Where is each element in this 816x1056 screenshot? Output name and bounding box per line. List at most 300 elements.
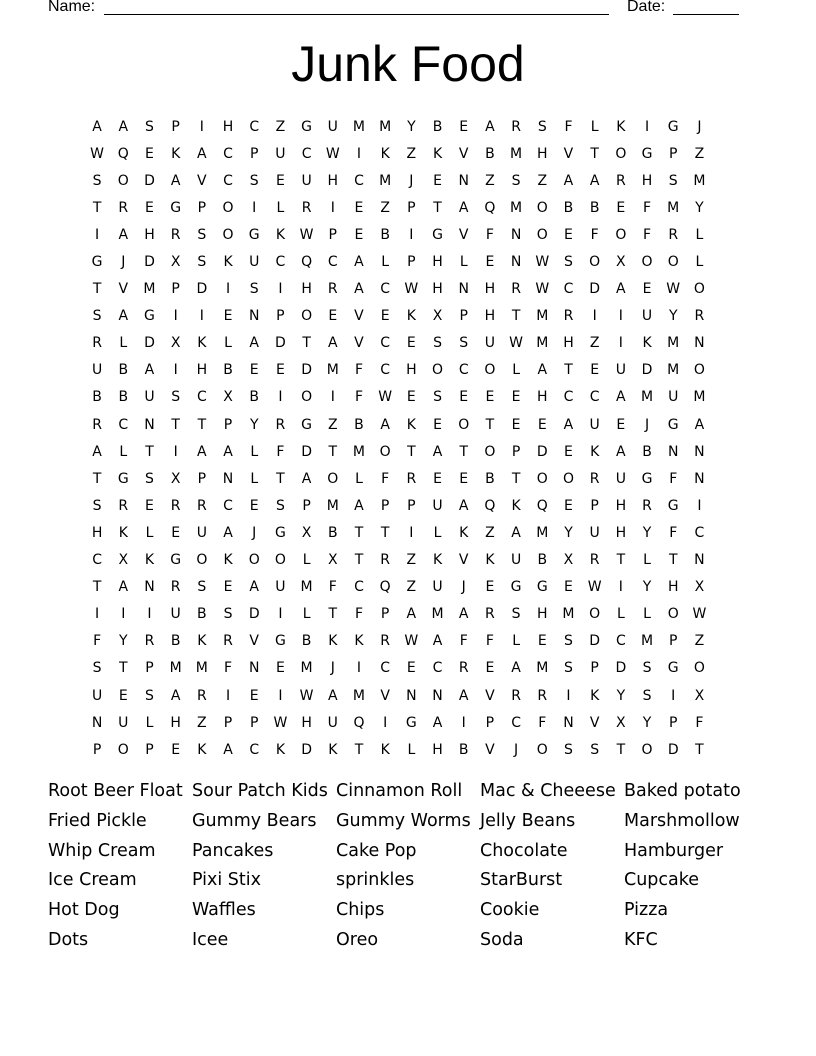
grid-letter[interactable]: U [589, 524, 600, 541]
grid-letter[interactable]: K [275, 741, 285, 758]
grid-letter[interactable]: V [589, 714, 600, 731]
grid-letter[interactable]: F [354, 606, 363, 623]
grid-letter[interactable]: Z [406, 145, 417, 162]
grid-letter[interactable]: S [459, 335, 469, 352]
grid-letter[interactable]: Y [407, 118, 416, 135]
grid-letter[interactable]: F [93, 633, 102, 650]
grid-letter[interactable]: F [328, 579, 337, 596]
grid-letter[interactable]: O [693, 281, 705, 298]
grid-letter[interactable]: O [667, 606, 679, 623]
grid-letter[interactable]: K [432, 145, 443, 162]
grid-letter[interactable]: Z [694, 633, 705, 650]
grid-letter[interactable]: R [589, 470, 600, 487]
grid-letter[interactable]: X [170, 470, 181, 487]
grid-letter[interactable]: K [328, 633, 338, 650]
grid-letter[interactable]: I [330, 199, 335, 216]
grid-letter[interactable]: Y [642, 714, 652, 731]
grid-letter[interactable]: S [433, 389, 442, 406]
grid-letter[interactable]: R [668, 226, 679, 243]
grid-letter[interactable]: T [511, 470, 521, 487]
grid-letter[interactable]: E [642, 281, 652, 298]
grid-letter[interactable]: Q [353, 714, 365, 731]
grid-letter[interactable]: P [590, 660, 599, 677]
grid-letter[interactable]: W [325, 145, 340, 162]
grid-letter[interactable]: D [301, 443, 312, 460]
grid-letter[interactable]: V [458, 552, 469, 569]
grid-letter[interactable]: K [406, 308, 416, 325]
grid-letter[interactable]: S [564, 660, 573, 677]
grid-letter[interactable]: H [91, 524, 103, 541]
grid-letter[interactable]: E [275, 660, 285, 677]
grid-letter[interactable]: E [275, 362, 285, 379]
grid-letter[interactable]: Z [694, 145, 705, 162]
grid-letter[interactable]: S [564, 633, 573, 650]
grid-letter[interactable]: P [485, 714, 495, 731]
grid-letter[interactable]: E [616, 199, 626, 216]
grid-letter[interactable]: I [225, 687, 231, 704]
grid-letter[interactable]: E [249, 687, 259, 704]
grid-letter[interactable]: F [276, 443, 285, 460]
grid-letter[interactable]: I [95, 226, 100, 243]
grid-letter[interactable]: H [301, 281, 312, 298]
grid-letter[interactable]: J [461, 579, 466, 596]
grid-letter[interactable]: D [301, 741, 312, 758]
grid-letter[interactable]: E [406, 335, 416, 352]
grid-letter[interactable]: H [641, 172, 653, 189]
grid-letter[interactable]: G [117, 470, 129, 487]
grid-letter[interactable]: H [615, 497, 627, 514]
grid-letter[interactable]: M [379, 118, 392, 135]
grid-letter[interactable]: C [354, 172, 364, 189]
grid-letter[interactable]: E [171, 524, 181, 541]
grid-letter[interactable]: K [459, 524, 469, 541]
grid-letter[interactable]: J [252, 524, 257, 541]
grid-letter[interactable]: A [327, 335, 338, 352]
grid-letter[interactable]: T [92, 470, 102, 487]
grid-letter[interactable]: M [693, 389, 706, 406]
grid-letter[interactable]: T [302, 335, 311, 352]
grid-letter[interactable]: U [615, 470, 626, 487]
grid-letter[interactable]: O [589, 254, 601, 271]
grid-letter[interactable]: A [301, 470, 312, 487]
grid-letter[interactable]: B [223, 362, 233, 379]
grid-letter[interactable]: W [692, 606, 707, 623]
grid-letter[interactable]: K [590, 687, 600, 704]
grid-letter[interactable]: B [92, 389, 102, 406]
grid-letter[interactable]: I [173, 308, 178, 325]
grid-letter[interactable]: T [276, 470, 285, 487]
grid-letter[interactable]: C [615, 633, 626, 650]
grid-letter[interactable]: I [618, 308, 623, 325]
grid-letter[interactable]: E [354, 226, 364, 243]
grid-letter[interactable]: T [328, 606, 338, 623]
grid-letter[interactable]: O [458, 416, 470, 433]
grid-letter[interactable]: P [197, 199, 207, 216]
grid-letter[interactable]: F [643, 199, 652, 216]
grid-letter[interactable]: L [643, 552, 651, 569]
grid-letter[interactable]: U [91, 687, 103, 704]
grid-letter[interactable]: C [92, 552, 102, 569]
grid-letter[interactable]: T [197, 416, 207, 433]
grid-letter[interactable]: J [697, 118, 702, 135]
grid-letter[interactable]: O [641, 741, 653, 758]
grid-letter[interactable]: E [511, 416, 521, 433]
grid-letter[interactable]: S [197, 254, 207, 271]
grid-letter[interactable]: P [668, 633, 678, 650]
grid-letter[interactable]: I [618, 335, 623, 352]
grid-letter[interactable]: I [199, 308, 204, 325]
grid-letter[interactable]: D [144, 254, 155, 271]
grid-letter[interactable]: D [248, 606, 260, 623]
grid-letter[interactable]: F [695, 714, 704, 731]
grid-letter[interactable]: C [196, 389, 207, 406]
grid-letter[interactable]: D [196, 281, 208, 298]
grid-letter[interactable]: F [354, 389, 363, 406]
grid-letter[interactable]: A [118, 226, 129, 243]
grid-letter[interactable]: O [641, 254, 653, 271]
grid-letter[interactable]: L [302, 606, 311, 623]
grid-letter[interactable]: K [118, 524, 128, 541]
grid-letter[interactable]: H [432, 281, 443, 298]
grid-letter[interactable]: R [144, 633, 155, 650]
grid-letter[interactable]: K [511, 497, 521, 514]
grid-letter[interactable]: F [459, 633, 468, 650]
grid-letter[interactable]: U [432, 579, 443, 596]
grid-letter[interactable]: D [615, 660, 627, 677]
grid-letter[interactable]: I [278, 281, 283, 298]
grid-letter[interactable]: L [302, 552, 311, 569]
grid-letter[interactable]: B [170, 633, 181, 650]
grid-letter[interactable]: M [300, 579, 313, 596]
grid-letter[interactable]: H [563, 335, 574, 352]
grid-letter[interactable]: M [431, 606, 444, 623]
grid-letter[interactable]: P [223, 416, 233, 433]
grid-letter[interactable]: E [275, 172, 285, 189]
grid-letter[interactable]: M [326, 497, 339, 514]
grid-letter[interactable]: I [356, 145, 362, 162]
name-blank-line[interactable] [104, 14, 609, 15]
grid-letter[interactable]: I [409, 226, 414, 243]
grid-letter[interactable]: L [145, 524, 154, 541]
grid-letter[interactable]: I [147, 606, 152, 623]
grid-letter[interactable]: T [459, 443, 468, 460]
grid-letter[interactable]: K [432, 552, 443, 569]
grid-letter[interactable]: H [144, 226, 155, 243]
grid-letter[interactable]: V [380, 687, 390, 704]
grid-letter[interactable]: O [536, 741, 548, 758]
grid-letter[interactable]: X [327, 552, 338, 569]
grid-letter[interactable]: S [92, 308, 102, 325]
grid-letter[interactable]: A [223, 443, 233, 460]
grid-letter[interactable]: G [301, 118, 313, 135]
grid-letter[interactable]: M [667, 362, 680, 379]
grid-letter[interactable]: I [461, 714, 466, 731]
grid-letter[interactable]: N [458, 172, 469, 189]
grid-letter[interactable]: W [666, 281, 681, 298]
grid-letter[interactable]: C [511, 714, 521, 731]
grid-letter[interactable]: U [118, 714, 129, 731]
grid-letter[interactable]: V [485, 741, 495, 758]
grid-letter[interactable]: E [433, 416, 442, 433]
grid-letter[interactable]: S [145, 118, 154, 135]
grid-letter[interactable]: H [484, 281, 496, 298]
grid-letter[interactable]: T [328, 443, 338, 460]
grid-letter[interactable]: N [248, 308, 260, 325]
grid-letter[interactable]: K [328, 741, 338, 758]
grid-letter[interactable]: O [667, 254, 679, 271]
grid-letter[interactable]: O [693, 660, 705, 677]
grid-letter[interactable]: R [223, 633, 233, 650]
grid-letter[interactable]: O [615, 145, 627, 162]
grid-letter[interactable]: K [354, 633, 364, 650]
grid-letter[interactable]: K [144, 552, 155, 569]
grid-letter[interactable]: A [458, 606, 469, 623]
grid-letter[interactable]: I [644, 118, 650, 135]
grid-letter[interactable]: R [92, 416, 102, 433]
grid-letter[interactable]: E [118, 687, 128, 704]
grid-letter[interactable]: G [641, 470, 653, 487]
grid-letter[interactable]: O [274, 552, 286, 569]
grid-letter[interactable]: J [121, 254, 126, 271]
grid-letter[interactable]: L [224, 335, 232, 352]
grid-letter[interactable]: M [562, 606, 575, 623]
grid-letter[interactable]: A [537, 362, 548, 379]
grid-letter[interactable]: V [197, 172, 207, 189]
grid-letter[interactable]: Z [485, 524, 495, 541]
grid-letter[interactable]: M [352, 443, 366, 460]
grid-letter[interactable]: R [275, 416, 286, 433]
grid-letter[interactable]: P [668, 714, 678, 731]
grid-letter[interactable]: P [407, 497, 416, 514]
grid-letter[interactable]: K [616, 118, 626, 135]
grid-letter[interactable]: H [196, 362, 208, 379]
grid-letter[interactable]: A [170, 172, 181, 189]
grid-letter[interactable]: A [197, 145, 207, 162]
grid-letter[interactable]: J [409, 172, 414, 189]
grid-letter[interactable]: R [170, 226, 181, 243]
grid-letter[interactable]: T [590, 145, 599, 162]
grid-letter[interactable]: F [669, 470, 678, 487]
grid-letter[interactable]: K [223, 254, 233, 271]
grid-letter[interactable]: B [432, 118, 443, 135]
grid-letter[interactable]: R [511, 118, 521, 135]
grid-letter[interactable]: A [432, 633, 443, 650]
grid-letter[interactable]: B [642, 443, 652, 460]
grid-letter[interactable]: K [197, 633, 207, 650]
grid-letter[interactable]: M [352, 687, 366, 704]
grid-letter[interactable]: H [222, 118, 234, 135]
grid-letter[interactable]: B [458, 741, 469, 758]
grid-letter[interactable]: B [301, 633, 312, 650]
grid-letter[interactable]: B [118, 362, 129, 379]
grid-letter[interactable]: G [667, 118, 679, 135]
grid-letter[interactable]: A [563, 416, 574, 433]
grid-letter[interactable]: W [299, 687, 314, 704]
grid-letter[interactable]: X [118, 552, 129, 569]
grid-letter[interactable]: L [695, 254, 704, 271]
grid-letter[interactable]: R [170, 497, 181, 514]
grid-letter[interactable]: Z [406, 579, 417, 596]
grid-letter[interactable]: A [223, 524, 233, 541]
grid-letter[interactable]: L [250, 443, 259, 460]
grid-letter[interactable]: Y [642, 524, 652, 541]
grid-letter[interactable]: I [173, 443, 178, 460]
grid-letter[interactable]: I [356, 660, 362, 677]
grid-letter[interactable]: U [641, 308, 653, 325]
grid-letter[interactable]: W [587, 579, 602, 596]
grid-letter[interactable]: R [589, 552, 600, 569]
grid-letter[interactable]: B [249, 389, 260, 406]
grid-letter[interactable]: R [485, 606, 495, 623]
grid-letter[interactable]: R [196, 497, 207, 514]
grid-letter[interactable]: R [642, 497, 652, 514]
grid-letter[interactable]: S [145, 687, 154, 704]
grid-letter[interactable]: Z [589, 335, 600, 352]
grid-letter[interactable]: A [485, 118, 495, 135]
grid-letter[interactable]: N [694, 470, 705, 487]
grid-letter[interactable]: U [484, 335, 496, 352]
grid-letter[interactable]: D [641, 362, 653, 379]
grid-letter[interactable]: M [667, 199, 680, 216]
grid-letter[interactable]: I [409, 524, 414, 541]
grid-letter[interactable]: G [667, 416, 679, 433]
grid-letter[interactable]: Z [380, 199, 390, 216]
grid-letter[interactable]: A [354, 497, 364, 514]
grid-letter[interactable]: P [171, 281, 180, 298]
grid-letter[interactable]: T [485, 416, 495, 433]
grid-letter[interactable]: X [170, 335, 181, 352]
grid-letter[interactable]: P [145, 741, 154, 758]
grid-letter[interactable]: M [510, 199, 523, 216]
grid-letter[interactable]: W [90, 145, 105, 162]
grid-letter[interactable]: X [301, 524, 312, 541]
grid-letter[interactable]: E [433, 470, 442, 487]
grid-letter[interactable]: Z [275, 118, 286, 135]
grid-letter[interactable]: R [615, 172, 626, 189]
grid-letter[interactable]: T [616, 552, 626, 569]
grid-letter[interactable]: R [196, 687, 207, 704]
grid-letter[interactable]: F [381, 470, 390, 487]
grid-letter[interactable]: K [380, 145, 390, 162]
grid-letter[interactable]: C [301, 145, 312, 162]
grid-letter[interactable]: M [640, 389, 654, 406]
grid-letter[interactable]: H [432, 741, 443, 758]
grid-letter[interactable]: F [485, 226, 494, 243]
grid-letter[interactable]: H [327, 172, 339, 189]
grid-letter[interactable]: C [458, 362, 469, 379]
grid-letter[interactable]: P [407, 254, 416, 271]
grid-letter[interactable]: N [694, 335, 705, 352]
grid-letter[interactable]: E [406, 660, 416, 677]
grid-letter[interactable]: G [170, 199, 182, 216]
grid-letter[interactable]: Y [616, 687, 626, 704]
grid-letter[interactable]: Q [536, 497, 548, 514]
grid-letter[interactable]: X [694, 579, 705, 596]
grid-letter[interactable]: W [404, 633, 419, 650]
grid-letter[interactable]: S [197, 579, 207, 596]
grid-letter[interactable]: R [537, 687, 548, 704]
grid-letter[interactable]: F [643, 226, 652, 243]
grid-letter[interactable]: B [485, 145, 495, 162]
grid-letter[interactable]: C [380, 660, 391, 677]
grid-letter[interactable]: K [275, 226, 285, 243]
grid-letter[interactable]: S [275, 497, 285, 514]
grid-letter[interactable]: M [510, 145, 523, 162]
grid-letter[interactable]: A [144, 362, 155, 379]
grid-letter[interactable]: Q [379, 579, 391, 596]
grid-letter[interactable]: N [694, 443, 705, 460]
grid-letter[interactable]: S [564, 741, 573, 758]
grid-letter[interactable]: X [432, 308, 443, 325]
grid-letter[interactable]: Y [668, 308, 678, 325]
grid-letter[interactable]: S [249, 281, 259, 298]
grid-letter[interactable]: T [407, 443, 416, 460]
grid-letter[interactable]: I [618, 579, 623, 596]
grid-letter[interactable]: W [299, 226, 314, 243]
grid-letter[interactable]: G [510, 579, 522, 596]
grid-letter[interactable]: K [223, 552, 233, 569]
grid-letter[interactable]: L [590, 118, 599, 135]
grid-letter[interactable]: O [432, 362, 444, 379]
grid-letter[interactable]: L [407, 741, 416, 758]
grid-letter[interactable]: B [380, 226, 390, 243]
grid-letter[interactable]: M [536, 335, 549, 352]
grid-letter[interactable]: A [118, 579, 129, 596]
grid-letter[interactable]: U [432, 497, 443, 514]
grid-letter[interactable]: K [197, 741, 207, 758]
grid-letter[interactable]: N [510, 226, 522, 243]
grid-letter[interactable]: C [380, 335, 391, 352]
grid-letter[interactable]: S [642, 687, 652, 704]
grid-letter[interactable]: E [328, 308, 338, 325]
grid-letter[interactable]: O [693, 362, 705, 379]
grid-letter[interactable]: R [118, 497, 129, 514]
grid-letter[interactable]: E [145, 199, 154, 216]
grid-letter[interactable]: E [564, 497, 573, 514]
grid-letter[interactable]: J [644, 416, 650, 433]
grid-letter[interactable]: H [615, 524, 627, 541]
grid-letter[interactable]: I [278, 606, 283, 623]
grid-letter[interactable]: T [145, 443, 154, 460]
grid-letter[interactable]: A [511, 660, 521, 677]
grid-letter[interactable]: S [511, 172, 521, 189]
grid-letter[interactable]: U [615, 362, 626, 379]
grid-letter[interactable]: H [537, 389, 548, 406]
grid-letter[interactable]: E [485, 254, 495, 271]
grid-letter[interactable]: V [354, 308, 364, 325]
grid-letter[interactable]: E [459, 389, 469, 406]
grid-letter[interactable]: U [196, 524, 207, 541]
grid-letter[interactable]: U [144, 389, 155, 406]
grid-letter[interactable]: L [643, 606, 651, 623]
grid-letter[interactable]: E [380, 308, 390, 325]
grid-letter[interactable]: P [459, 308, 468, 325]
grid-letter[interactable]: F [224, 660, 233, 677]
grid-letter[interactable]: X [170, 254, 181, 271]
grid-letter[interactable]: N [406, 687, 417, 704]
grid-letter[interactable]: P [668, 145, 678, 162]
grid-letter[interactable]: I [330, 389, 335, 406]
grid-letter[interactable]: A [458, 497, 469, 514]
grid-letter[interactable]: A [616, 281, 626, 298]
grid-letter[interactable]: P [249, 714, 259, 731]
grid-letter[interactable]: F [669, 524, 678, 541]
grid-letter[interactable]: G [248, 226, 260, 243]
grid-letter[interactable]: G [274, 524, 286, 541]
grid-letter[interactable]: A [616, 443, 626, 460]
grid-letter[interactable]: E [511, 389, 521, 406]
grid-letter[interactable]: E [485, 389, 495, 406]
